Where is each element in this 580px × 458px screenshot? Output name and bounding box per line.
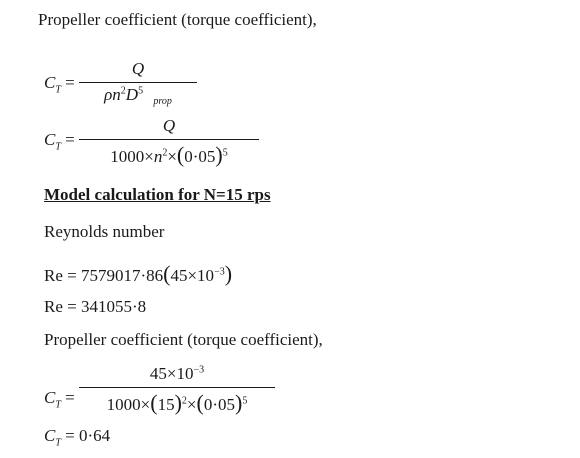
equation-ct-general: $C_T$ = Q $\rho n^2D^5$ $_{prop}$ [44, 63, 244, 113]
reynolds-equation-1: $Re = 7579017\cdot 86(45\times 10^{-3})$ [44, 261, 233, 286]
reynolds-label: Reynolds number [44, 222, 165, 241]
intro-text: Propeller coefficient (torque coefficient), [38, 10, 317, 29]
fraction-ct-numeric: Q $1000\times n^2\times(0\cdot 05)^5$ [79, 116, 259, 168]
ct-result: $C_T = 0\cdot 64$ [44, 426, 111, 449]
model-heading: Model calculation for N=15 rps [44, 185, 271, 204]
ct-symbol: C [44, 73, 56, 92]
reynolds-equation-2: Re = 341055·8 [44, 297, 147, 316]
equation-ct-model: $C_T$ = $45\times 10^{-3}$ $1000\times(15)^2\times(0\cdot 05)^5$ [44, 378, 284, 428]
fraction-ct-model: $45\times 10^{-3}$ $1000\times(15)^2\times(0\cdot 05)^5$ [79, 364, 275, 416]
fraction-ct-general: Q $\rho n^2D^5$ $_{prop}$ [79, 59, 197, 107]
torque-coefficient-label: Propeller coefficient (torque coefficient), [44, 330, 323, 349]
equation-ct-numeric: $C_T$ = Q $1000\times n^2\times(0\cdot 05)^5$ [44, 120, 264, 170]
